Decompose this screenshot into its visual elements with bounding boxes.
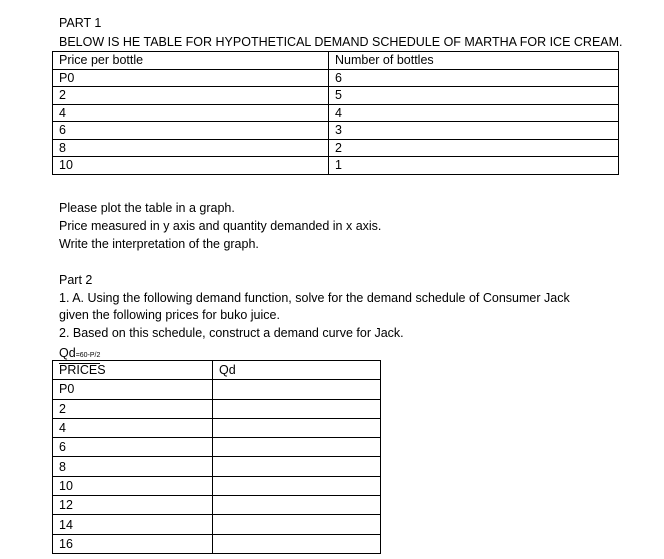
table-cell: 2 bbox=[329, 139, 619, 157]
table-cell: 2 bbox=[53, 87, 329, 105]
table-row bbox=[53, 139, 619, 157]
table-row bbox=[53, 104, 619, 122]
part1-heading: PART 1 bbox=[59, 16, 102, 30]
part1-subtitle: BELOW IS HE TABLE FOR HYPOTHETICAL DEMAND SCHEDULE OF MARTHA FOR ICE CREAM. bbox=[59, 35, 623, 49]
table-cell: 4 bbox=[53, 418, 213, 437]
table-cell: 4 bbox=[329, 104, 619, 122]
table-cell: 10 bbox=[53, 157, 329, 175]
table-row bbox=[53, 496, 381, 515]
table-cell: 14 bbox=[53, 515, 213, 534]
demand-function-main: Qd bbox=[59, 346, 76, 360]
table-cell: 4 bbox=[53, 104, 329, 122]
table-cell: 6 bbox=[53, 122, 329, 140]
header-qd: Qd bbox=[213, 361, 381, 380]
table-cell bbox=[213, 399, 381, 418]
table-row bbox=[53, 399, 381, 418]
header-price-per-bottle: Price per bottle bbox=[53, 52, 329, 70]
table-cell bbox=[213, 418, 381, 437]
part2-instruction-1: 1. A. Using the following demand function, solve for the demand schedule of Consumer Jack bbox=[59, 291, 570, 305]
table-cell: 3 bbox=[329, 122, 619, 140]
table-row bbox=[53, 418, 381, 437]
table-cell: 6 bbox=[329, 69, 619, 87]
table-cell: 2 bbox=[53, 399, 213, 418]
table-cell: 8 bbox=[53, 457, 213, 476]
table-row bbox=[53, 534, 381, 553]
table-cell: P0 bbox=[53, 380, 213, 399]
table-cell bbox=[213, 476, 381, 495]
table-row bbox=[53, 69, 619, 87]
table-cell: 10 bbox=[53, 476, 213, 495]
table-cell bbox=[213, 457, 381, 476]
table-cell: 5 bbox=[329, 87, 619, 105]
table-row bbox=[53, 457, 381, 476]
header-prices: PRICES bbox=[53, 361, 213, 380]
part1-instruction-1: Please plot the table in a graph. bbox=[59, 201, 235, 215]
table-header-row bbox=[53, 52, 619, 70]
table-cell: 16 bbox=[53, 534, 213, 553]
table-row bbox=[53, 122, 619, 140]
demand-function-subscript: =60-P/2 bbox=[75, 352, 101, 359]
header-number-of-bottles: Number of bottles bbox=[329, 52, 619, 70]
table-row bbox=[53, 87, 619, 105]
table-cell bbox=[213, 534, 381, 553]
table-cell: 8 bbox=[53, 139, 329, 157]
table-row bbox=[53, 438, 381, 457]
table-row bbox=[53, 476, 381, 495]
table-cell bbox=[213, 496, 381, 515]
table-cell bbox=[213, 515, 381, 534]
table-cell: P0 bbox=[53, 69, 329, 87]
table-row bbox=[53, 380, 381, 399]
part2-instruction-2: given the following prices for buko juice. bbox=[59, 308, 280, 322]
table-cell: 6 bbox=[53, 438, 213, 457]
part1-instruction-3: Write the interpretation of the graph. bbox=[59, 237, 259, 251]
table-row bbox=[53, 157, 619, 175]
martha-demand-table bbox=[52, 51, 619, 175]
part1-instruction-2: Price measured in y axis and quantity demanded in x axis. bbox=[59, 219, 382, 233]
table-cell bbox=[213, 438, 381, 457]
table-cell: 1 bbox=[329, 157, 619, 175]
table-row bbox=[53, 515, 381, 534]
table-cell bbox=[213, 380, 381, 399]
table-cell: 12 bbox=[53, 496, 213, 515]
part2-heading: Part 2 bbox=[59, 273, 93, 287]
jack-demand-table bbox=[52, 360, 381, 554]
table-header-row bbox=[53, 361, 381, 380]
part2-instruction-3: 2. Based on this schedule, construct a demand curve for Jack. bbox=[59, 326, 404, 340]
